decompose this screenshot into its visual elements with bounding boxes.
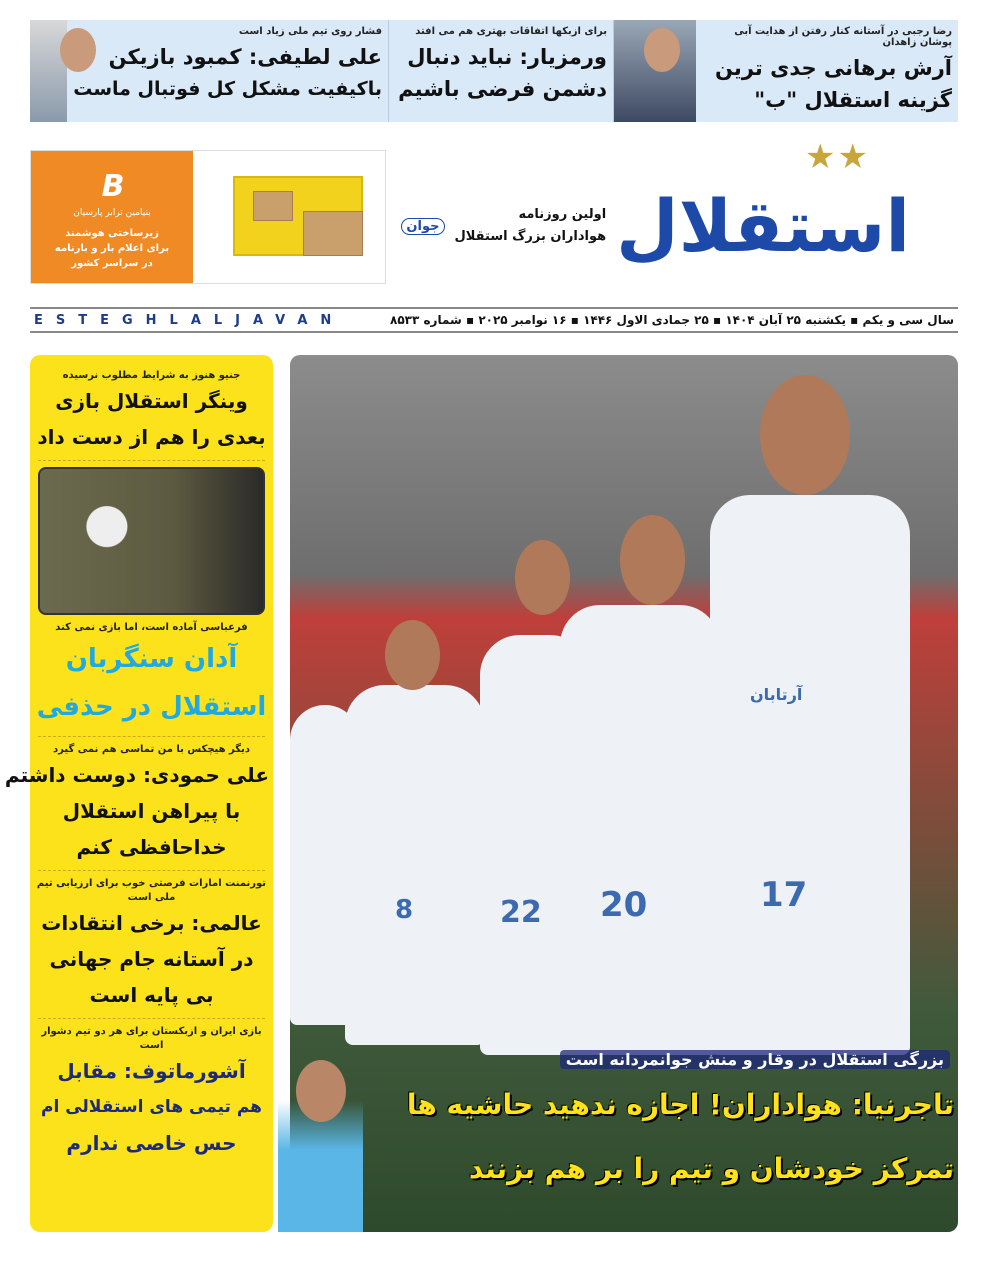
top-news-strip xyxy=(30,20,958,122)
issue-date: سال سی و یکم ▪ یکشنبه ۲۵ آبان ۱۴۰۴ ▪ ۲۵ جمادی الاول ۱۴۴۶ ▪ ۱۶ نوامبر ۲۰۲۵ ▪ شماره ۸۵۳۳ xyxy=(390,313,954,327)
masthead-logo xyxy=(400,138,910,288)
brand-wordmark: ESTEGHLALJAVAN xyxy=(34,312,345,328)
main-photo[interactable]: 17 آرتابان 20 22 8 xyxy=(290,355,958,1232)
divider xyxy=(38,736,265,737)
goalkeeper-photo xyxy=(38,467,265,615)
dateline xyxy=(30,307,958,333)
top-story-1[interactable] xyxy=(613,20,958,122)
photo-ali-latifi xyxy=(30,20,67,122)
advertisement[interactable] xyxy=(30,150,386,284)
headline: علی لطیفی: کمبود بازیکن xyxy=(108,45,382,69)
side-story-5[interactable]: بازی ایران و ازبکستان برای هر دو تیم دشوار است آشورماتوف: مقابل هم تیمی های استقلالی ام حس خاصی ندارم xyxy=(41,1026,262,1155)
ad-image-container xyxy=(193,151,385,283)
side-story-2[interactable]: فرعباسی آماده است، اما بازی نمی کند آدان سنگربان استقلال در حذفی xyxy=(36,622,267,722)
side-story-1[interactable]: جنیو هنوز به شرایط مطلوب نرسیده وینگر استقلال بازی بعدی را هم از دست داد xyxy=(37,370,266,449)
main-headline[interactable]: تمرکز خودشان و تیم را بر هم بزنند xyxy=(468,1152,954,1185)
ad-brand: بنیامین ترابر پارسیان xyxy=(73,208,151,218)
headline: باکیفیت مشکل کل فوتبال ماست xyxy=(73,78,382,100)
divider xyxy=(38,1018,265,1019)
ad-logo-icon: B xyxy=(101,169,123,204)
headline: دشمن فرضی باشیم xyxy=(398,77,607,101)
main-headline[interactable]: تاجرنیا: هواداران! اجازه ندهید حاشیه ها xyxy=(406,1088,954,1121)
side-story-3[interactable]: دیگر هیچکس با من تماسی هم نمی گیرد علی حمودی: دوست داشتم با پیراهن استقلال خداحافظی کنم xyxy=(4,744,269,859)
main-kicker: بزرگی استقلال در وقار و منش جوانمردانه است xyxy=(560,1050,950,1069)
headline: ورمزیار: نباید دنبال xyxy=(407,45,607,69)
top-story-2[interactable] xyxy=(388,20,613,122)
logo-title: استقلال xyxy=(616,184,910,268)
divider xyxy=(38,460,265,461)
tagline: اولین روزنامه هواداران بزرگ استقلال xyxy=(454,207,607,244)
ashurmatov-photo xyxy=(278,1060,363,1232)
kicker: فشار روی تیم ملی زیاد است xyxy=(238,26,382,37)
sidebar xyxy=(4,355,273,1232)
headline: گزینه استقلال "ب" xyxy=(754,88,952,112)
logo-subtitle: جوان xyxy=(401,218,444,235)
stars-icon: ★★ xyxy=(805,137,870,177)
headline: آرش برهانی جدی ترین xyxy=(715,56,952,80)
divider xyxy=(38,870,265,871)
ad-text: زیرساختی هوشمند xyxy=(65,228,159,239)
top-story-3[interactable] xyxy=(30,20,388,122)
photo-arash-borhani xyxy=(614,20,696,122)
kicker: رضا رجبی در آستانه کنار رفتن از هدایت آبی پوشان زاهدان xyxy=(734,26,952,48)
ad-text: در سراسر کشور xyxy=(71,258,153,269)
side-story-4[interactable]: تورنمنت امارات فرصتی خوب برای ارزیابی تیم ملی است عالمی: برخی انتقادات در آستانه جام جهانی بی پایه است xyxy=(36,878,267,1007)
kicker: برای ازبکها اتفاقات بهتری هم می افتد xyxy=(415,26,607,37)
ad-text: برای اعلام بار و بارنامه xyxy=(54,243,170,254)
